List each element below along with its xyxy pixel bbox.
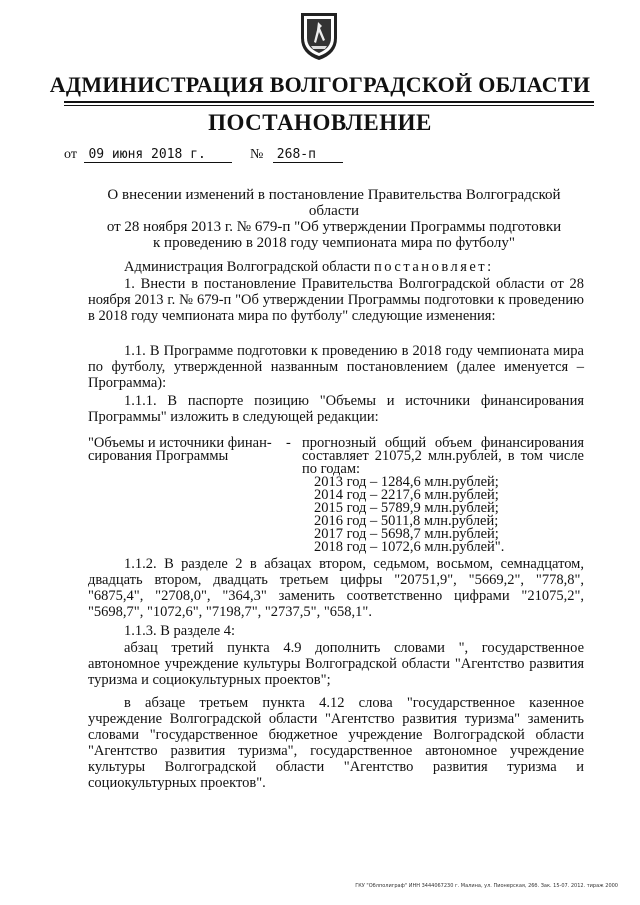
document-type: ПОСТАНОВЛЕНИЕ — [208, 110, 432, 135]
paragraph-1-1-1 — [88, 393, 584, 425]
organization-title: АДМИНИСТРАЦИЯ ВОЛГОГРАДСКОЙ ОБЛАСТИ — [49, 72, 591, 97]
header-rule-thin — [64, 105, 594, 106]
paragraph-1-1 — [88, 343, 584, 391]
year-row: 2014 год – 2217,6 млн.рублей; — [314, 487, 499, 503]
year-row: 2015 год – 5789,9 млн.рублей; — [314, 500, 499, 516]
intro-text: Администрация Волгоградской области — [124, 259, 375, 275]
paragraph-1-text: 1. Внести в постановление Правительства Волгоградской области от 28 ноября 2013 г. № 679-п "Об утверждении Программы подготовки к проведению в 2018 году чемпионата мира по футболу" следующие изменения: — [88, 276, 584, 324]
year-row: 2013 год – 1284,6 млн.рублей; — [314, 474, 499, 490]
paragraph-1-1-3-a — [88, 640, 584, 688]
number-label: № — [249, 147, 264, 162]
date-prefix: от — [64, 147, 77, 162]
table-left-cell: "Объемы и источники финан-сирования Программы — [88, 435, 272, 464]
year-row: 2017 год – 5698,7 млн.рублей; — [314, 526, 499, 542]
header-rule-thick — [64, 101, 594, 103]
coat-of-arms-icon — [298, 10, 340, 62]
subject-line: к проведению в 2018 году чемпионата мира по футболу" — [153, 235, 515, 251]
paragraph-1-1-2 — [88, 556, 584, 620]
print-footer: ГКУ "Облполиграф" ИНН 3444067230 г. Малина, ул. Пионерская, 26б. Зак. 15-07. 2012. тираж 2000 — [355, 883, 618, 889]
document-subject — [88, 187, 580, 251]
decree-date: 09 июня 2018 г. — [84, 147, 232, 163]
paragraph-1-1-3 — [88, 623, 584, 639]
intro-paragraph — [88, 259, 584, 275]
date-line — [64, 147, 343, 163]
paragraph-1-1-3-text: 1.1.3. В разделе 4: — [124, 623, 236, 639]
paragraph-1-1-3-b — [88, 695, 584, 791]
paragraph-1-1-3-a-text: абзац третий пункта 4.9 дополнить словами ", государственное автономное учреждение культуры Волгоградской области "Агентство развития туризма и социокультурных проектов"; — [88, 640, 584, 688]
year-row: 2018 год – 1072,6 млн.рублей". — [314, 539, 505, 555]
intro-verb: постановляет: — [374, 259, 494, 275]
table-dash: - — [286, 435, 291, 451]
table-right-cell — [302, 437, 584, 554]
paragraph-1 — [88, 276, 584, 324]
subject-line: О внесении изменений в постановление Правительства Волгоградской области — [107, 187, 561, 219]
paragraph-1-1-2-text: 1.1.2. В разделе 2 в абзацах втором, седьмом, восьмом, семнадцатом, двадцать втором, двадцать третьем цифры "20751,9", "5669,2", "778,8", "6875,4", "2708,0", "364,3" заменить соответственно цифрами "21075,2", "5698,7", "1072,6", "7198,7", "2737,5", "658,1". — [88, 556, 584, 620]
financing-total: прогнозный общий объем финансирования составляет 21075,2 млн.рублей, в том числе по годам: — [302, 435, 584, 477]
paragraph-1-1-text: 1.1. В Программе подготовки к проведению в 2018 году чемпионата мира по футболу, утвержденной названным постановлением (далее именуется – Программа): — [88, 343, 584, 391]
paragraph-1-1-1-text: 1.1.1. В паспорте позицию "Объемы и источники финансирования Программы" изложить в следующей редакции: — [88, 393, 584, 425]
year-row: 2016 год – 5011,8 млн.рублей; — [314, 513, 499, 529]
subject-line: от 28 ноября 2013 г. № 679-п "Об утверждении Программы подготовки — [106, 219, 562, 235]
paragraph-1-1-3-b-text: в абзаце третьем пункта 4.12 слова "государственное казенное учреждение Волгоградской области "Агентство развития туризма" заменить словами "государственное бюджетное учреждение Волгоградской области "Агентство развития туризма", государственное автономное учреждение культуры Волгоградской области "Агентство развития туризма и социокультурных проектов". — [88, 695, 584, 791]
decree-number: 268-п — [273, 147, 343, 163]
